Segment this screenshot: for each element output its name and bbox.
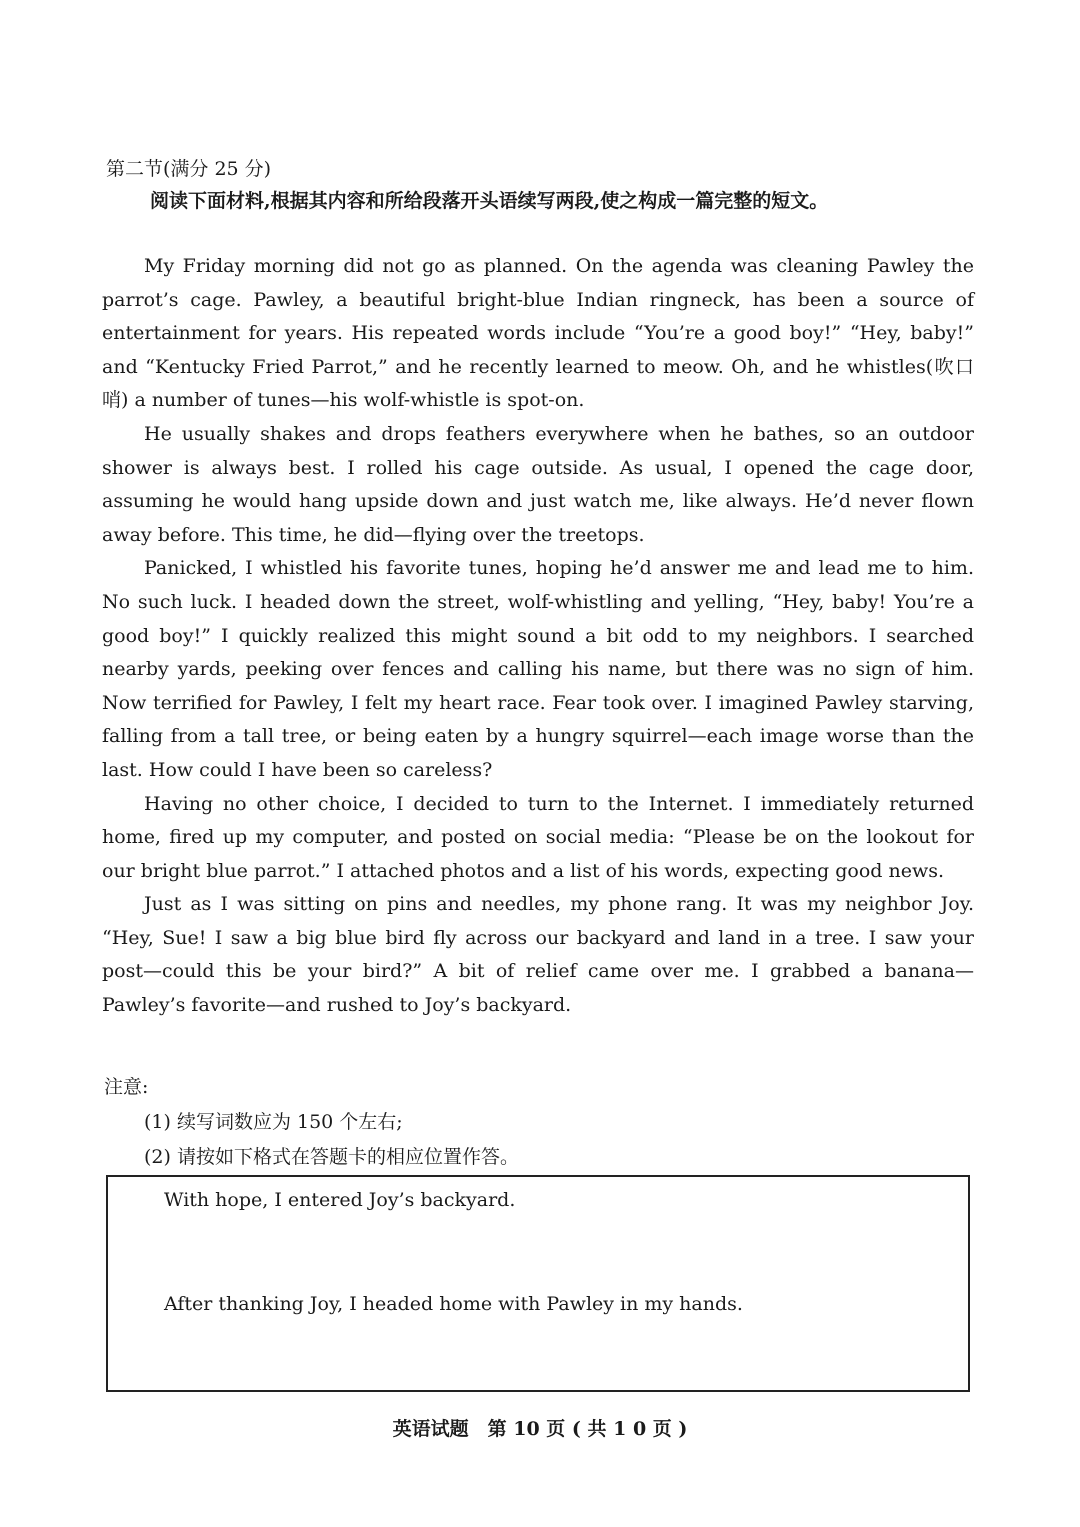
passage-paragraph: Panicked, I whistled his favorite tunes, hoping he’d answer me and lead me to him. No such luck. I headed down the street, wolf-whistling and yelling, “Hey, baby! You’re a good boy!” I quickly realized this might sound a bit odd to my neighbors. I searched nearby yards, peeking over fences and calling his name, but there was no sign of him. Now terrified for Pawley, I felt my heart race. Fear took over. I imagined Pawley starving, falling from a tall tree, or being eaten by a hungry squirrel—each image worse than the last. How could I have been so careless?	[102, 557, 974, 781]
note-item: (1) 续写词数应为 150 个左右;	[144, 1111, 403, 1133]
section-instruction: 阅读下面材料,根据其内容和所给段落开头语续写两段,使之构成一篇完整的短文。	[150, 190, 829, 212]
passage-paragraph: Having no other choice, I decided to turn to the Internet. I immediately returned home, fired up my computer, and posted on social media: “Please be on the lookout for our bright blue parrot.” I attached photos and a list of his words, expecting good news.	[102, 792, 974, 882]
passage-paragraph: He usually shakes and drops feathers everywhere when he bathes, so an outdoor shower is always best. I rolled his cage outside. As usual, I opened the cage door, assuming he would hang upside down and just watch me, like always. He’d never flown away before. This time, he did—flying over the treetops.	[102, 422, 974, 546]
reading-passage	[102, 250, 974, 1023]
answer-format-box	[106, 1175, 970, 1392]
paragraph-opening-1: With hope, I entered Joy’s backyard.	[164, 1189, 516, 1211]
passage-paragraph: My Friday morning did not go as planned. On the agenda was cleaning Pawley the parrot’s cage. Pawley, a beautiful bright-blue Indian ringneck, has been a source of entertainment for years. His repeated words include “You’re a good boy!” “Hey, baby!” and “Kentucky Fried Parrot,” and he recently learned to meow. Oh, and he whistles(吹口哨) a number of tunes—his wolf-whistle is spot-on.	[102, 255, 974, 412]
note-item: (2) 请按如下格式在答题卡的相应位置作答。	[144, 1146, 519, 1168]
notes-section	[104, 1070, 519, 1175]
passage-paragraph: Just as I was sitting on pins and needles, my phone rang. It was my neighbor Joy. “Hey, Sue! I saw a big blue bird fly across our backyard and land in a tree. I saw your post—could this be your bird?” A bit of relief came over me. I grabbed a banana—Pawley’s favorite—and rushed to Joy’s backyard.	[102, 893, 974, 1017]
notes-label: 注意:	[104, 1076, 149, 1098]
section-title: 第二节(满分 25 分)	[106, 158, 272, 180]
paragraph-opening-2: After thanking Joy, I headed home with Pawley in my hands.	[164, 1293, 743, 1315]
page-footer: 英语试题 第 10 页 ( 共 1 0 页 )	[392, 1418, 688, 1440]
